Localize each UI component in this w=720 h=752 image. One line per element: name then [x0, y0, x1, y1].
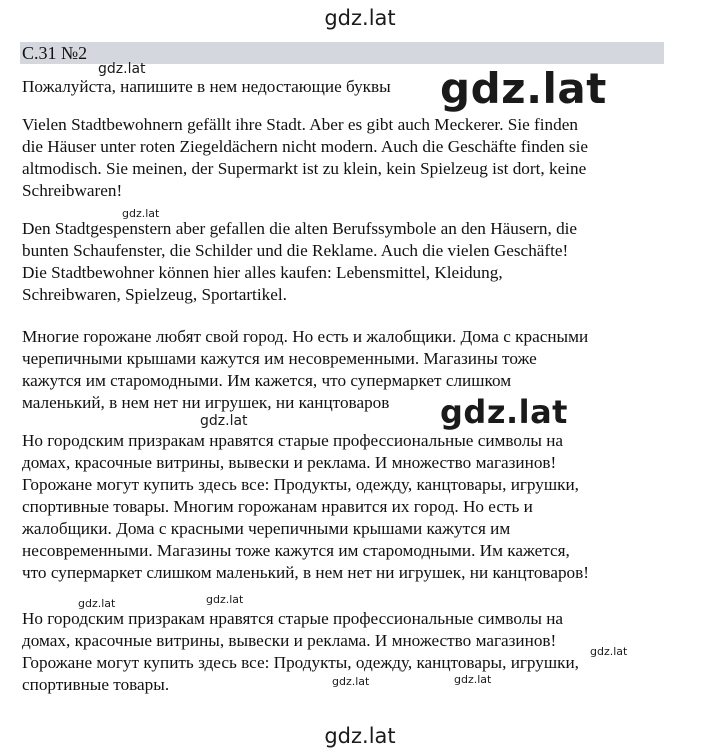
watermark-medium: gdz.lat	[440, 393, 568, 431]
task-number: С.31 №2	[22, 43, 88, 63]
watermark-bottom: gdz.lat	[324, 724, 396, 748]
watermark-small: gdz.lat	[206, 593, 244, 606]
watermark-small: gdz.lat	[98, 61, 146, 77]
watermark-small: gdz.lat	[78, 597, 116, 610]
watermark-top: gdz.lat	[324, 6, 396, 30]
watermark-small: gdz.lat	[590, 645, 628, 658]
watermark-small: gdz.lat	[122, 207, 160, 220]
paragraph-russian-1: Многие горожане любят свой город. Но есть и жалобщики. Дома с красными черепичными крышами кажутся им несовременными. Магазины тоже кажутся им старомодными. Им кажется, что супермаркет слишком маленький, в нем нет ни игрушек, ни канцтоваров	[22, 327, 589, 412]
watermark-large: gdz.lat	[440, 64, 607, 113]
paragraph-german-1: Vielen Stadtbewohnern gefällt ihre Stadt. Aber es gibt auch Meckerer. Sie finden die Häuser unter roten Ziegeldächern nicht modern. Auch die Geschäfte finden sie altmodisch. Sie meinen, der Supermarkt ist zu klein, kein Spielzeug ist dort, keine Schreibwaren!	[22, 115, 589, 200]
watermark-small: gdz.lat	[332, 675, 370, 688]
paragraph-russian-2: Но городским призракам нравятся старые профессиональные символы на домах, красочные витрины, вывески и реклама. И множество магазинов! Горожане могут купить здесь все: Продукты, одежду, канцтовары, игрушки, спортивные товары. Многим горожанам нравится их город. Но есть и жалобщики. Дома с красными черепичными крышами кажутся им несовременными. Магазины тоже кажутся им старомодными. Им кажется, что супермаркет слишком маленький, в нем нет ни игрушек, ни канцтоваров!	[22, 431, 589, 582]
watermark-small: gdz.lat	[454, 673, 492, 686]
watermark-small: gdz.lat	[200, 413, 248, 429]
paragraph-russian-3: Но городским призракам нравятся старые профессиональные символы на домах, красочные витрины, вывески и реклама. И множество магазинов! Горожане могут купить здесь все: Продукты, одежду, канцтовары, игрушки, спортивные товары.	[22, 609, 579, 694]
paragraph-german-2: Den Stadtgespenstern aber gefallen die alten Berufssymbole an den Häusern, die bunten Schaufenster, die Schilder und die Reklame. Auch die vielen Geschäfte! Die Stadtbewohner können hier alles kaufen: Lebensmittel, Kleidung, Schreibwaren, Spielzeug, Sportartikel.	[22, 219, 578, 304]
task-instruction: Пожалуйста, напишите в нем недостающие буквы	[22, 77, 391, 96]
